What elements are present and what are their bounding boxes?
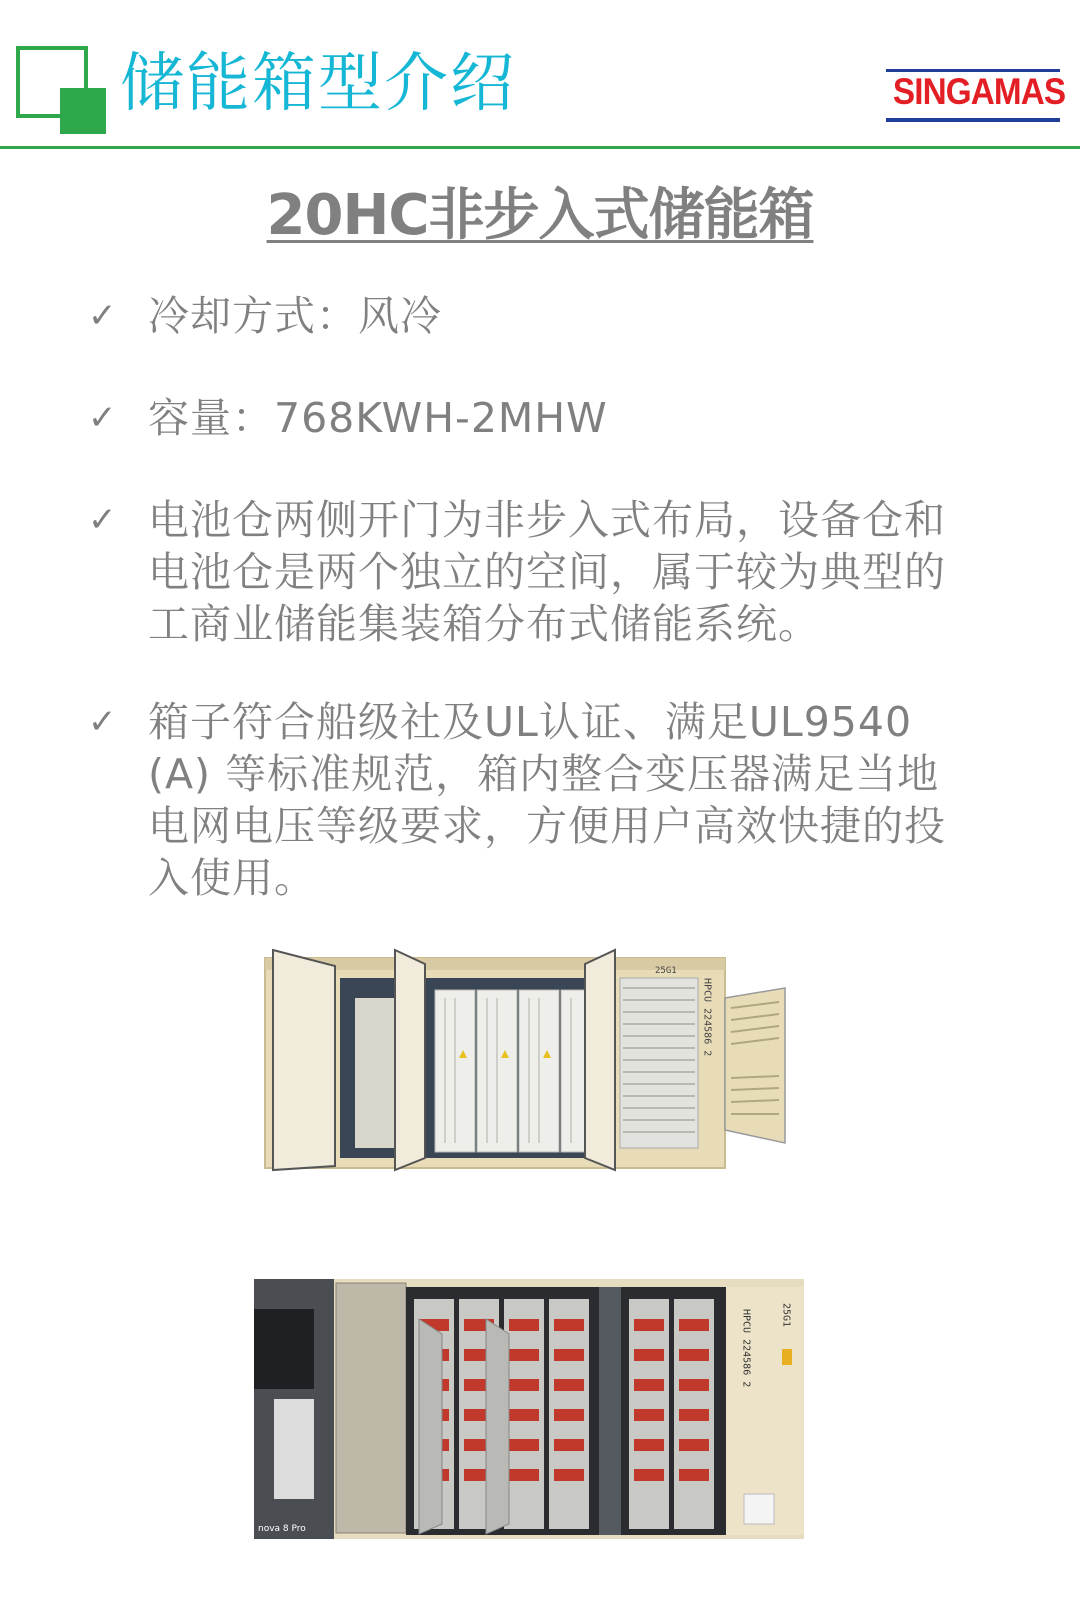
header-divider (0, 146, 1080, 149)
header-title: 储能箱型介绍 (120, 47, 516, 121)
container-code: HPCU 224586 2 (701, 978, 713, 1057)
logo-squares-icon (16, 46, 106, 134)
document-title-text: 20HC非步入式储能箱 (266, 183, 814, 248)
size-type-code: 25G1 (655, 966, 677, 976)
container-photo-exterior (255, 938, 815, 1178)
feature-text: 电池仓两侧开门为非步入式布局，设备仓和电池仓是两个独立的空间，属于较为典型的工商业储能集装箱分布式储能系统。 (148, 496, 946, 648)
container-code: HPCU 224586 2 (740, 1309, 752, 1388)
brand-name: SINGAMAS (892, 71, 1066, 112)
brand-logo (884, 68, 1066, 126)
header (0, 0, 1080, 150)
feature-text: 容量：768KWH-2MHW (148, 394, 608, 442)
feature-text: 冷却方式：风冷 (148, 292, 442, 340)
brand-bottom-bar (886, 118, 1060, 122)
check-icon: ✓ (88, 296, 117, 336)
feature-text: 箱子符合船级社及UL认证、满足UL9540 (A) 等标准规范，箱内整合变压器满足当地电网电压等级要求，方便用户高效快捷的投入使用。 (148, 698, 946, 902)
size-type-code: 25G1 (780, 1303, 792, 1328)
check-icon: ✓ (88, 500, 117, 540)
check-icon: ✓ (88, 702, 117, 742)
check-icon: ✓ (88, 398, 117, 438)
document-title (0, 180, 1080, 252)
container-photo-battery-racks (254, 1279, 821, 1539)
camera-watermark: nova 8 Pro (258, 1524, 306, 1534)
